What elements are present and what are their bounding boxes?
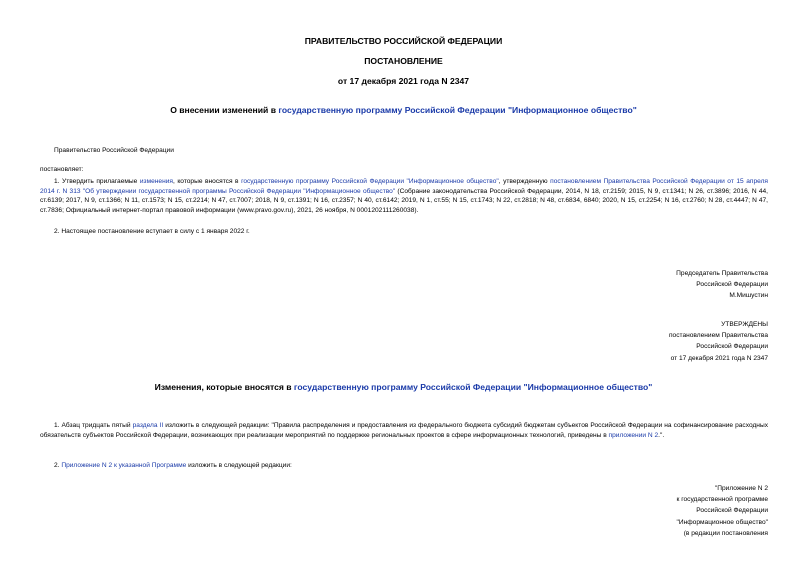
resolves-text: постановляет: [40, 166, 84, 173]
approved-line-1: УТВЕРЖДЕНЫ [721, 321, 768, 328]
program-link[interactable]: государственную программу Российской Федерации "Информационное общество" [278, 105, 637, 115]
appendix-block [677, 483, 768, 539]
changes-program-link[interactable]: государственную программу Российской Федерации "Информационное общество" [293, 382, 653, 392]
signature-block [676, 268, 768, 302]
paragraph-2: 2. Настоящее постановление вступает в силу с 1 января 2022 г. [54, 228, 250, 235]
appendix-line-5: (в редакции постановления [683, 529, 768, 537]
appendix-line-2: к государственной программе [676, 496, 768, 504]
appendix-2-program-link[interactable]: Приложение N 2 к указанной Программе [61, 462, 187, 469]
program-link-2[interactable]: государственную программу Российской Федерации "Информационное общество" [241, 178, 499, 185]
approved-block [669, 319, 768, 364]
government-heading: ПРАВИТЕЛЬСТВО РОССИЙСКОЙ ФЕДЕРАЦИИ [304, 36, 503, 46]
p1-text-d: (Собрание законодательства Российской Федерации, 2014, N 18, ст.2159; 2015, N 9, ст.1341; N 26, ст.3896; 2016, N 44, ст.6139; 2017, N 9, ст.1366; N 11, ст.1573; N 15, ст.2214; N 47, ст.7007; 2018, N 9, ст.1391; N 16, ст.2357; N 40, ст.6142; 2019, N 1, ст.55; N 15, ст.1743; N 22, ст.2818; N 48, ст.6834, 6840; 2020, N 15, ст.2254; N 16, ст.2760; N 28, ст.4447; N 47, ст.7836; Официальный интернет-портал правовой информации (www.pravo.gov.ru), 2021, 26 ноября, N 0001202111260038). [40, 187, 768, 214]
signature-line-2: Российской Федерации [696, 281, 768, 289]
signature-line-1: Председатель Правительства [676, 270, 768, 277]
p1-text-a: 1. Утвердить прилагаемые [54, 178, 140, 185]
document-type: ПОСТАНОВЛЕНИЕ [364, 56, 443, 66]
change-item-2 [54, 461, 292, 471]
appendix-2-link[interactable]: приложении N 2 [608, 431, 659, 439]
p1-text-b: , которые вносятся в [172, 178, 242, 185]
changes-title-prefix: Изменения, которые вносятся в [154, 382, 294, 392]
item1-text-c: .". [658, 431, 665, 439]
p1-text-c: , утвержденную [498, 178, 551, 185]
item1-text-b: изложить в следующей редакции: "Правила распределения и предоставления из федерального бюджета субсидий бюджетам субъектов Российской Федерации на софинансирование расходных обязательств субъектов Российской Федерации, возникающих при реализации мероприятий по поддержке региональных проектов в сфере информационных технологий, приведены в [40, 422, 768, 439]
document-title [0, 105, 807, 115]
title-prefix: О внесении изменений в [170, 105, 279, 115]
appendix-line-4: "Информационное общество" [676, 518, 768, 526]
appendix-line-3: Российской Федерации [696, 507, 768, 515]
change-item-1 [40, 421, 768, 440]
signature-name: М.Мишустин [729, 292, 768, 300]
changes-link[interactable]: изменения [139, 178, 173, 185]
approved-line-2: постановлением Правительства [668, 332, 768, 340]
document-date-number: от 17 декабря 2021 года N 2347 [337, 76, 470, 86]
approved-line-4: от 17 декабря 2021 года N 2347 [670, 354, 768, 362]
item2-text-a: 2. [54, 462, 62, 469]
item1-text-a: 1. Абзац тридцать пятый [54, 422, 133, 429]
paragraph-1 [40, 177, 768, 215]
appendix-line-1: "Приложение N 2 [714, 485, 768, 492]
changes-title [0, 382, 807, 392]
item2-text-b: изложить в следующей редакции: [186, 462, 292, 469]
issuer: Правительство Российской Федерации [54, 147, 174, 154]
section-ii-link[interactable]: раздела II [132, 422, 164, 429]
approved-line-3: Российской Федерации [696, 343, 768, 351]
resolution-313-link[interactable]: постановлением Правительства Российской Федерации от 15 апреля 2014 г. N 313 "Об утверждении государственной программы Российской Федерации "Информационное общество" [40, 178, 768, 195]
